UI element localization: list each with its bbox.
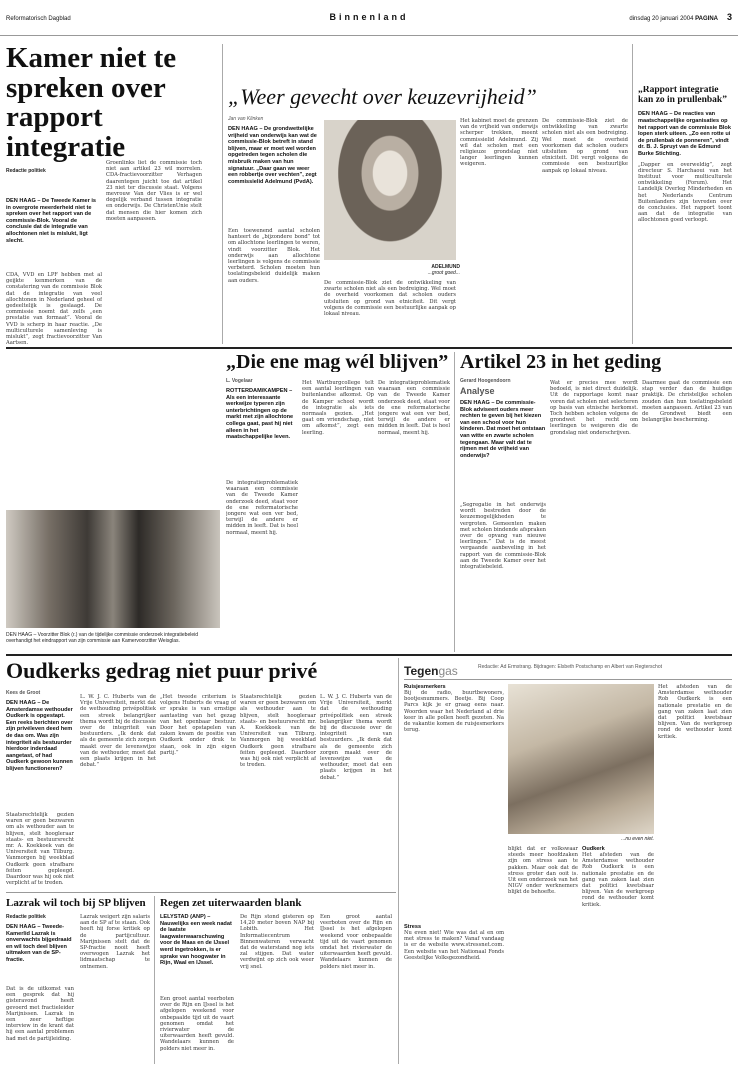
- adelmund-photo: [324, 120, 456, 260]
- tegengas-col-stress: [404, 924, 504, 1064]
- issue-date: dinsdag 20 januari 2004 PAGINA: [629, 16, 718, 22]
- lead-keuzevrijheid: DEN HAAG – De grondwettelijke vrijheid van onderwijs kan wat de commissie-Blok betreft in stand blijven, maar er moet wel worden opgetreden tegen scholen die misbruik maken van hun signatuur. „Daar gaan we weer een robbertje over vechten”, zegt commissielid Adelmund (PvdA).: [228, 126, 317, 185]
- page-number: 3: [726, 12, 732, 22]
- byline-die-ene: L. Vogelaar: [226, 378, 253, 384]
- sub-oudkerk: Oudkerk: [582, 846, 605, 852]
- byline-keuzevrijheid: Jan van Klinken: [228, 116, 264, 122]
- sub-ruisjesmerkers: Ruisjesmerkers: [404, 684, 446, 690]
- tegengas-title: Tegengas: [404, 664, 458, 678]
- publication-name: Reformatorisch Dagblad: [6, 16, 71, 22]
- body2-die-ene: Het Wartburgcollege telt een aantal leerlingen van buitenlandse afkomst. Op de Kamper school wordt de integratie als iets normaals gezien. „Het gaat om vriendschap, niet om afkomst”, zegt een leerling.: [302, 380, 374, 436]
- body-tegengas-right: Het afsteden van de Amsterdamse wethouder Rob Oudkerk is een nationale prestatie en de gang van zaken laat zien dat politici kwetsbaar blijven. Van de werkgroep rond de wethouder komt kritiek.: [658, 684, 732, 740]
- tegengas-byline: Redactie: Ad Ermstrang. Bijdragen: Elsbeth Postschamp en Albert van Regterschot: [478, 664, 662, 670]
- lead-uiterwaarden: LELYSTAD (ANP) – Nauwelijks een week nadat de laatste laagwaterwaarschuwing voor de Maas en de IJssel werd ingetrokken, is er sprake van hoogwater in Rijn, Waal en IJssel.: [160, 914, 232, 967]
- body2-lazrak: Lazrak weigert zijn salaris aan de SP af te staan. Ook heeft hij forse kritiek op de partijcultuur. Marijnissen stelt dat de SP-fractie nooit heeft overwogen Lazrak het lidmaatschap te ontnemen.: [80, 914, 150, 970]
- lead-artikel23: DEN HAAG – De commissie-Blok adviseert ouders meer rechten te geven bij het kiezen van een school voor hun kinderen. Dat moet het ontstaan van witte en zwarte scholen tegengaan. Maar valt dat te rijmen met de vrijheid van onderwijs?: [460, 400, 546, 459]
- lead-lazrak: DEN HAAG – Tweede-Kamerlid Lazrak is onverwachts bijgedraaid en wil toch deel blijven uitmaken van de SP-fractie.: [6, 924, 72, 963]
- lead-prullenbak: DEN HAAG – De reacties van maatschappelijke organisaties op het rapport van de commissie Blok lopen sterk uiteen. „Zo een rotte ui de prullenbak de ponneren”, vindt dr. B. J. Spruyt van de Edmund Burke Stichting.: [638, 111, 731, 157]
- stress-photo: [508, 684, 654, 834]
- kicker-lazrak: Redactie politiek: [6, 914, 46, 920]
- lead-kamer: DEN HAAG – De Tweede Kamer is in overgrote meerderheid niet te spreken over het rapport van de commissie-Blok. Vooral de conclusie dat de integratie van allochtonen niet is mislukt, ligt slecht.: [6, 198, 97, 244]
- tegengas-col1: [404, 684, 504, 920]
- body5-oudkerk: L. W. J. C. Huberts van de Vrije Universiteit, merkt dat de wethouding privépolitiek een streek belangrijker thema wordt bij de discussie over de integriteit van bestuurders. „Ik denk dat als de gemeente zich zorgen maakt over de levenswijze van de wethouder, moet dat een plaats krijgen in het debat.”: [320, 694, 392, 781]
- body-oudkerk-tegengas: Het afsteden van de Amsterdamse wethouder Rob Oudkerk is een nationale prestatie en de gang van zaken laat zien dat politici kwetsbaar blijven. Van de werkgroep rond de wethouder komt kritiek.: [582, 852, 654, 908]
- body3-uiterwaarden: Een groot aantal veerboten over de Rijn en IJssel is het afgelopen weekend voor onbepaalde tijd uit de vaart genomen omdat het rivierwater de uiterwaarden heeft gevuld. Wandelaars kunnen de polders niet meer in.: [320, 914, 392, 970]
- headline-uiterwaarden: Regen zet uiterwaarden blank: [160, 898, 302, 909]
- headline-oudkerk: Oudkerks gedrag niet puur privé: [6, 660, 318, 683]
- sub-stress: Stress: [404, 924, 422, 930]
- label-analyse: Analyse: [460, 386, 495, 396]
- headline-keuzevrijheid: „Weer gevecht over keuzevrijheid”: [228, 86, 537, 109]
- body2-kamer: Groenlinks liet de commissie toch niet aan artikel 23 wil morrelen. CDA-fractievoorzitter Verhagen daarentegen juicht toe dat artikel 23 niet ter discussie staat. Volgens mevrouw Van der Vlies is er wel degelijk verband tussen integratie en onderwijs. De ChristenUnie stelt dat mensen die hier komen zich moeten aanpassen.: [106, 160, 202, 222]
- body-ruisjesmerkers: Bij de radio, buurtbewoners, bootjesnummers. Beetje. Bij Coop Parcs kijk je er graag eens naar. Woorden waar het Nederland al drie keer in alle pollen heeft gezeten. Na de vakantie komen de ruisjesmerkers terug.: [404, 690, 504, 734]
- body4-keuzevrijheid: De commissie-Blok ziet de ontwikkeling van zwarte scholen niet als een bedreiging. Wel moet de overheid voorkomen dat scholen ouders uitsluiten op grond van etniciteit. Dit vergt volgens de commissie een bestuurlijke aanpak op lokaal niveau.: [542, 118, 628, 174]
- body-artikel23: „Segregatie in het onderwijs wordt bestreden door de keuzemogelijkheden te vergroten. Gemeenten maken met scholen bindende afspraken over de opvang van nieuwe leerlingen.” Dat is de meest vergaande aanbeveling in het rapport van de commissie-Blok aan de Tweede Kamer over het integratiebeleid.: [460, 502, 546, 571]
- section-title: Binnenland: [329, 12, 409, 22]
- byline-artikel23: Gerard Hoogendoorn: [460, 378, 511, 384]
- body-kamer: CDA, VVD en LPF hebben met al geijkte kenmerken van de constatering van de commissie Blok dat de integratie van veel allochtonen in Nederland geheel of gedeeltelijk is geslaagd. De commissie noemt dat zelfs „een prestatie van formaat”. Vooral de VVD is scherp in haar reactie. „De multiculturele samenleving is mislukt”, zegt fractievoorzitter Van Aartsen.: [6, 272, 102, 347]
- body-stress-2: blijkt dat er volkswaar steeds meer hoofdzaken zijn om stress aan te pakken. Maar ook dat de stress groter dan ooit is. Uit een onderzoek van het NIGV onder werknemers blijkt de behoefte.: [508, 846, 578, 896]
- body-uiterwaarden: Een groot aantal veerboten over de Rijn en IJssel is het afgelopen weekend voor onbepaalde tijd uit de vaart genomen omdat het rivierwater de uiterwaarden heeft gevuld. Wandelaars kunnen de polders niet meer in.: [160, 996, 234, 1052]
- body-lazrak: Dat is de uitkomst van een gesprek dat hij gisteravond heeft gevoerd met fractieleider Marijnissen. Lazrak in een zeer heftige interview in de krant dat hij een aantal problemen had met de partijleiding.: [6, 986, 74, 1042]
- caption-adelmund: ADELMUND ...groot goed...: [427, 264, 460, 276]
- caption-stress-photo: ...nu even niet.: [621, 836, 654, 842]
- masthead: [0, 0, 738, 36]
- body3-die-ene: De integratieproblematiek waaraan een commissie van de Tweede Kamer onderzoek deed, staat voor de ene reformatorische jongere wat een ver bed, terwijl de andere er midden in leeft. Dat is heel normaal, meent hij.: [378, 380, 450, 436]
- body-keuzevrijheid: Een toewenend aantal scholen hanteert de „bijzondere bond” tot om allochtone leerlingen te weren, vindt voorzitter Blok. Het onderwijs aan allochtone leerlingen is volgens de commissie verbeterd. Scholen moeten hun toelatingsbeleid duidelijk maken aan ouders.: [228, 228, 320, 284]
- body-die-ene: De integratieproblematiek waaraan een commissie van de Tweede Kamer onderzoek deed, staat voor de ene reformatorische jongere wat een ver bed, terwijl de andere er midden in leeft. Dat is heel normaal, meent hij.: [226, 480, 298, 536]
- body-oudkerk: Staatsrechtelijk gezien waren er geen bezwaren om als wethouder aan te blijven, stelt hoogleraar staats- en bestuursrecht mr. A. Koekkoek van de Universiteit van Tilburg. Vanmorgen bij weekblad Oudkerk geen strafbare feiten gepleegd. Daardoor was hij ook niet verplicht af te treden.: [6, 812, 74, 887]
- headline-lazrak: Lazrak wil toch bij SP blijven: [6, 898, 146, 909]
- headline-die-ene: „Die ene mag wél blijven”: [226, 352, 449, 373]
- body2-uiterwaarden: De Rijn stond gisteren op 14,20 meter boven NAP bij Lobith. Het Informatiecentrum Binnenwateren verwacht dat de waterstand nog iets zal stijgen. Dat water verdwijnt op zich ook weer vrij snel.: [240, 914, 314, 970]
- body2-artikel23: Wat er precies mee wordt bedoeld, is niet direct duidelijk. Uit de rapportage komt naar voren dat scholen niet selecteren op basis van etnische herkomst. Toch hebben scholen volgens de grondwet het recht om leerlingen te weigeren die de grondslag niet onderschrijven.: [550, 380, 638, 436]
- caption-blok: DEN HAAG – Voorzitter Blok (r.) van de tijdelijke commissie onderzoek integratiebeleid overhandigt het eindrapport van zijn commissie aan Kamervoorzitter Weisglas.: [6, 632, 199, 644]
- lead-die-ene: ROTTERDAM/KAMPEN – Als een interessante werkwijze typeren zijn unterbrichtingen op de markt met zijn allochtone collega gaat, past hij niet alleen in het maatschappelijke leven.: [226, 388, 294, 441]
- body3-artikel23: Daarmee gaat de commissie een stap verder dan de huidige praktijk. De christelijke scholen zouden dan hun toelatingsbeleid moeten aanpassen. Artikel 23 van de Grondwet biedt een belangrijke bescherming.: [642, 380, 732, 424]
- byline-oudkerk: Kees de Groot: [6, 690, 41, 696]
- headline-kamer: Kamer niet te spreken over rapport integratie: [6, 44, 177, 163]
- body-prullenbak: „Dapper en overweldig”, zegt directeur S. Harchaoui van het Instituut voor multiculturele ontwikkeling (Forum). Het Landelijk Overleg Minderheden en het Nederlands Centrum Buitenlanders zijn tevreden over de conclusies. Het rapport toont aan dat de integratie van allochtonen goed verloopt.: [638, 161, 732, 224]
- body2-oudkerk: L. W. J. C. Huberts van de Vrije Universiteit, merkt dat de wethouding privépolitiek een streek belangrijker thema wordt bij de discussie over de integriteit van bestuurders. „Ik denk dat als de gemeente zich zorgen maakt over de levenswijze van de wethouder, moet dat een plaats krijgen in het debat.”: [80, 694, 156, 769]
- tegengas-header: [404, 660, 732, 680]
- headline-artikel23: Artikel 23 in het geding: [460, 352, 662, 373]
- article-rapport-prullenbak: [638, 86, 732, 344]
- blok-weisglas-photo: [6, 510, 220, 628]
- lead-oudkerk: DEN HAAG – De Amsterdamse wethouder Oudkerk is opgestapt. Een reeks berichten over zijn privéleven deed hem de das om. Was zijn integriteit als bestuurder hierdoor inderdaad aangetast, of had Oudkerk gewoon kunnen blijven functioneren?: [6, 700, 73, 772]
- headline-prullenbak: „Rapport integratie kan zo in prullenbak”: [638, 86, 727, 105]
- body3-oudkerk: „Het tweede criterium is volgens Huberts de vraag of er sprake is van ernstige aantasting van het gezag van het openbaar bestuur. Door het opstapelen van zaken kwam de positie van Oudkerk onder druk te staan, ook in zijn eigen partij.”: [160, 694, 236, 756]
- kicker-kamer: Redactie politiek: [6, 168, 46, 175]
- tegengas-col-oudkerk: [582, 846, 654, 1064]
- body-stress: Nu even niet! Wie was dat al en om met stress te maken? Vanaf vandaag is er de website www.stressnet.com. Een website van het Nationaal Fonds Geestelijke Volksgezondheid.: [404, 930, 504, 961]
- body4-oudkerk: Staatsrechtelijk gezien waren er geen bezwaren om als wethouder aan te blijven, stelt hoogleraar staats- en bestuursrecht mr. A. Koekkoek van de Universiteit van Tilburg. Vanmorgen bij weekblad Oudkerk geen strafbare feiten gepleegd. Daardoor was hij ook niet verplicht af te treden.: [240, 694, 316, 769]
- body3-keuzevrijheid: Het kabinet moet de grenzen van de vrijheid van onderwijs scherper trekken, meent commissielid Adelmund. Zij wil dat scholen met een religieuze grondslag niet langer leerlingen kunnen weigeren.: [460, 118, 538, 168]
- body2-keuzevrijheid: De commissie-Blok ziet de ontwikkeling van zwarte scholen niet als een bedreiging. Wel moet de overheid voorkomen dat scholen ouders uitsluiten op grond van etniciteit. Dit vergt volgens de commissie een bestuurlijke aanpak op lokaal niveau.: [324, 280, 456, 318]
